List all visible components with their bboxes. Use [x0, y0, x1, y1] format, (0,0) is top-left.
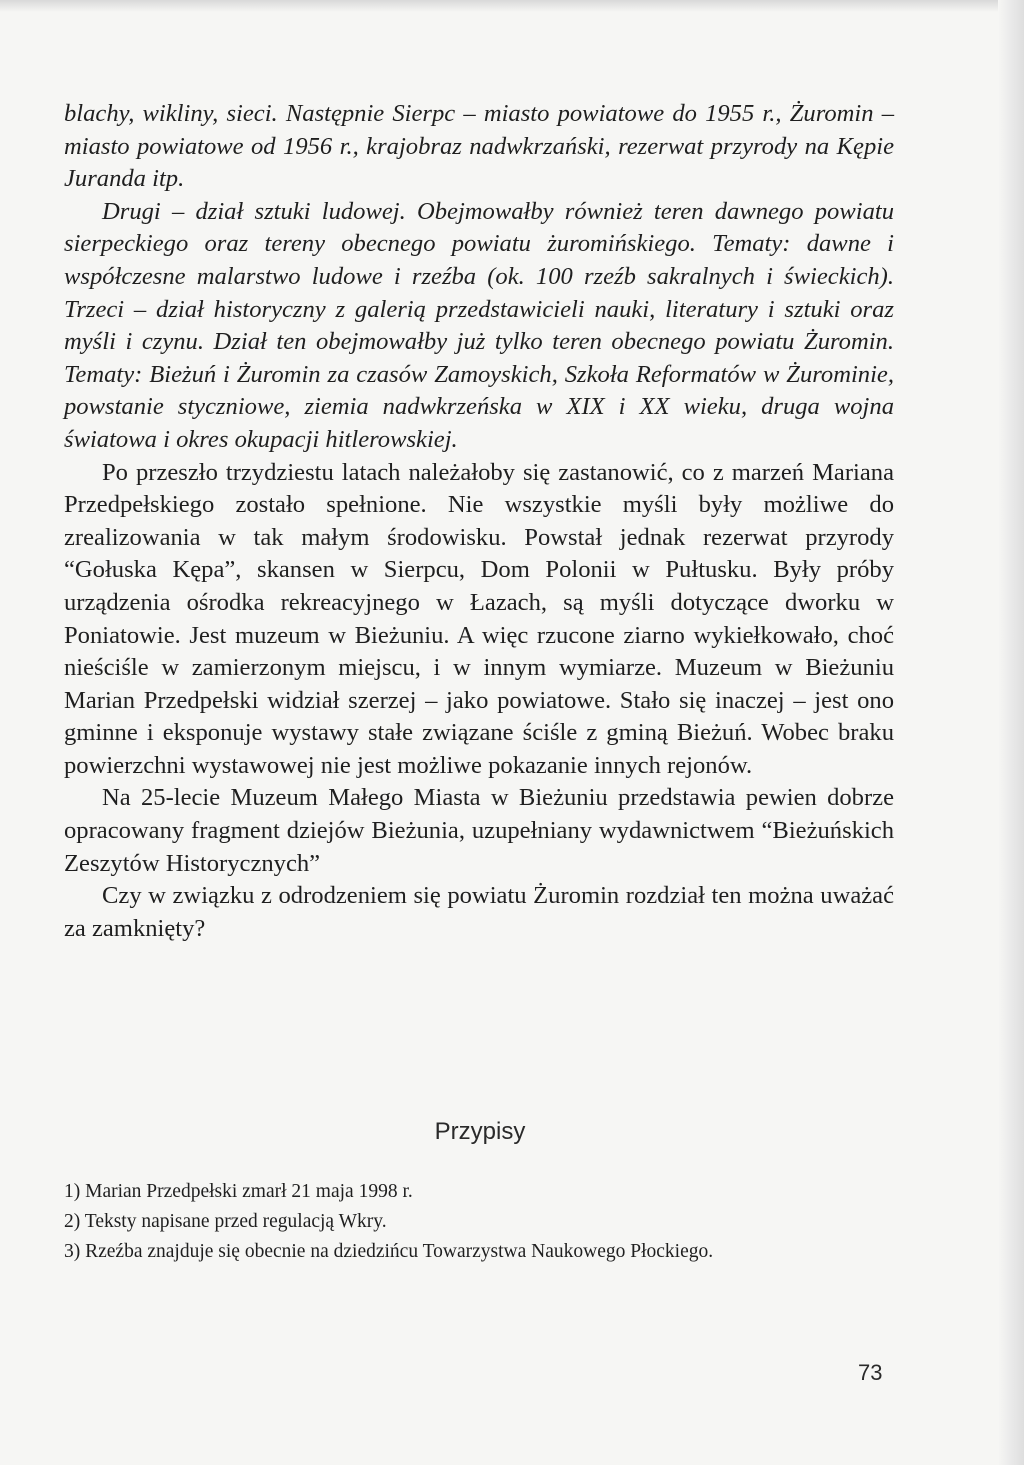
paragraph-4: Na 25-lecie Muzeum Małego Miasta w Bieżuniu przedstawia pewien dobrze opracowany fragment dziejów Bieżunia, uzupełniany wydawnictwem “Bieżuńskich Zeszytów Historycznych” [64, 784, 894, 877]
paragraph-3: Po przeszło trzydziestu latach należałoby się zastanowić, co z marzeń Mariana Przedpełskiego zostało spełnione. Nie wszystkie myśli były możliwe do zrealizowania w tak małym środowisku. Powstał jednak rezerwat przyrody “Gołuska Kępa”, skansen w Sierpcu, Dom Polonii w Pułtusku. Były próby urządzenia ośrodka rekreacyjnego w Łazach, są myśli dotyczące dworku w Poniatowie. Jest muzeum w Bieżuniu. A więc rzucone ziarno wykiełkowało, choć nieściśle w zamierzonym miejscu, i w innym wymiarze. Muzeum w Bieżuniu Marian Przedpełski widział szerzej – jako powiatowe. Stało się inaczej – jest ono gminne i eksponuje wystawy stałe związane ściśle z gminą Bieżuń. Wobec braku powierzchni wystawowej nie jest możliwe pokazanie innych rejonów. [64, 458, 894, 779]
paragraph-5: Czy w związku z odrodzeniem się powiatu Żuromin rozdział ten można uważać za zamknięty? [64, 882, 894, 942]
page-binding-edge [998, 0, 1024, 1465]
paragraph-2: Drugi – dział sztuki ludowej. Obejmowałby również teren dawnego powiatu sierpeckiego oraz tereny obecnego powiatu żuromińskiego. Tematy: dawne i współczesne malarstwo ludowe i rzeźba (ok. 100 rzeźb sakralnych i świeckich). Trzeci – dział historyczny z galerią przedstawicieli nauki, literatury i sztuki oraz myśli i czynu. Dział ten obejmowałby już tylko teren obecnego powiatu Żuromin. Tematy: Bieżuń i Żuromin za czasów Zamoyskich, Szkoła Reformatów w Żurominie, powstanie styczniowe, ziemia nadwkrzeńska w XIX i XX wieku, druga wojna światowa i okres okupacji hitlerowskiej. [64, 197, 894, 453]
footnote-3: 3) Rzeźba znajduje się obecnie na dziedzińcu Towarzystwa Naukowego Płockiego. [64, 1241, 714, 1262]
footnote-1: 1) Marian Przedpełski zmarł 21 maja 1998 r. [64, 1181, 413, 1202]
page-top-edge [0, 0, 1024, 12]
main-text [64, 98, 894, 945]
footnotes-heading: Przypisy [434, 1118, 526, 1145]
page-number: 73 [858, 1360, 883, 1385]
footnote-2: 2) Teksty napisane przed regulacją Wkry. [64, 1211, 387, 1232]
paragraph-1: blachy, wikliny, sieci. Następnie Sierpc – miasto powiatowe do 1955 r., Żuromin – miasto powiatowe od 1956 r., krajobraz nadwkrzański, rezerwat przyrody na Kępie Juranda itp. [64, 100, 894, 193]
footnotes-list [64, 1177, 884, 1267]
